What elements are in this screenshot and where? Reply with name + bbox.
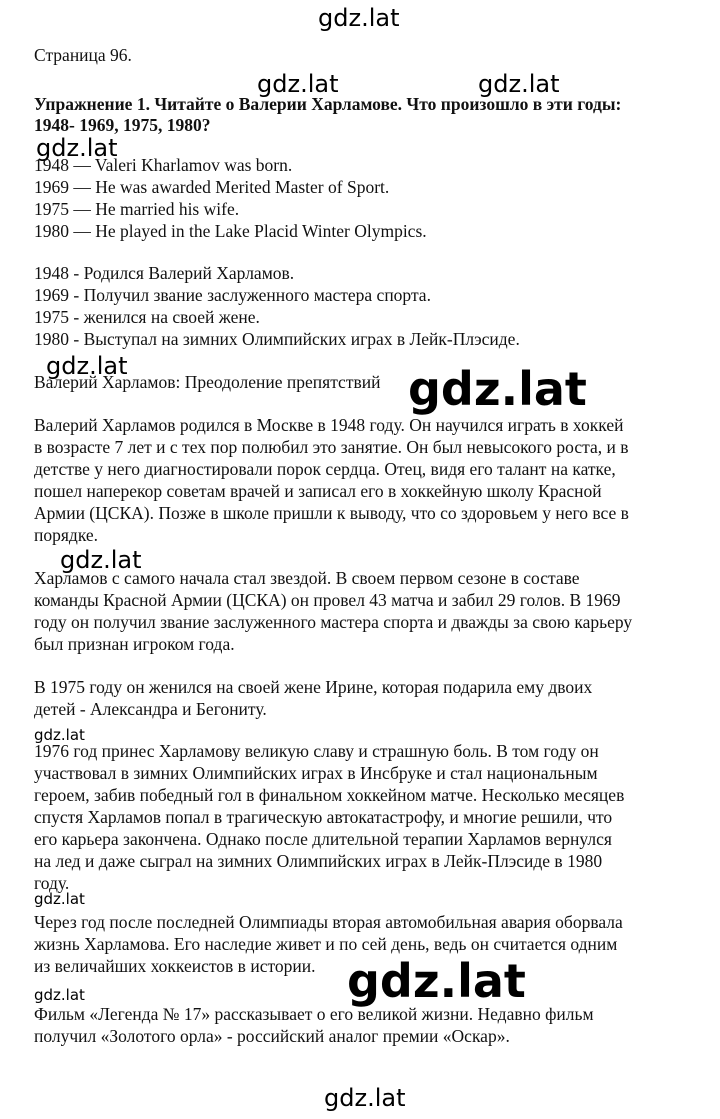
paragraph-line: был признан игроком года. [34,634,235,654]
paragraph-line: В 1975 году он женился на своей жене Ирине, которая подарила ему двоих [34,677,593,697]
watermark: gdz.lat [257,70,339,98]
exercise-title: Упражнение 1. Читайте о Валерии Харламове. Что произошло в эти годы: [34,94,622,114]
russian-timeline-item: 1975 - женился на своей жене. [34,307,260,327]
paragraph-line: участвовал в зимних Олимпийских играх в Инсбруке и стал национальным [34,763,598,783]
paragraph-line: Фильм «Легенда № 17» рассказывает о его великой жизни. Недавно фильм [34,1004,594,1024]
paragraph-line: команды Красной Армии (ЦСКА) он провел 43 матча и забил 29 голов. В 1969 [34,590,621,610]
paragraph-line: из величайших хоккеистов в истории. [34,956,316,976]
paragraph-line: пошел наперекор советам врачей и записал его в хоккейную школу Красной [34,481,602,501]
watermark: gdz.lat [60,546,142,574]
paragraph-line: его карьера закончена. Однако после длительной терапии Харламов вернулся [34,829,612,849]
article-title: Валерий Харламов: Преодоление препятствий [34,372,381,392]
paragraph-line: порядке. [34,525,99,545]
watermark: gdz.lat [324,1084,406,1112]
english-timeline-item: 1975 — He married his wife. [34,199,240,219]
russian-timeline-item: 1948 - Родился Валерий Харламов. [34,263,295,283]
watermark: gdz.lat [478,70,560,98]
watermark: gdz.lat [36,134,118,162]
watermark: gdz.lat [34,890,85,908]
paragraph-line: Валерий Харламов родился в Москве в 1948 году. Он научился играть в хоккей [34,415,624,435]
page-label: Страница 96. [34,45,132,65]
english-timeline-item: 1948 — Valeri Kharlamov was born. [34,155,293,175]
paragraph-line: детстве у него диагностировали порок сердца. Отец, видя его талант на катке, [34,459,616,479]
russian-timeline-item: 1969 - Получил звание заслуженного мастера спорта. [34,285,431,305]
paragraph-line: Харламов с самого начала стал звездой. В своем первом сезоне в составе [34,568,580,588]
paragraph-line: 1976 год принес Харламову великую славу и страшную боль. В том году он [34,741,599,761]
exercise-title-line2: 1948- 1969, 1975, 1980? [34,115,211,135]
paragraph-line: Через год после последней Олимпиады вторая автомобильная авария оборвала [34,912,623,932]
watermark-large: gdz.lat [408,362,587,416]
paragraph-line: году. [34,873,70,893]
watermark: gdz.lat [34,986,85,1004]
paragraph-line: в возрасте 7 лет и с тех пор полюбил это занятие. Он был невысокого роста, и в [34,437,629,457]
paragraph-line: году он получил звание заслуженного мастера спорта и дважды за свою карьеру [34,612,633,632]
watermark: gdz.lat [34,726,85,744]
paragraph-line: спустя Харламов попал в трагическую автокатастрофу, и многие решили, что [34,807,613,827]
paragraph-line: на лед и даже сыграл на зимних Олимпийских играх в Лейк-Плэсиде в 1980 [34,851,603,871]
watermark-large: gdz.lat [347,954,526,1008]
english-timeline-item: 1980 — He played in the Lake Placid Winter Olympics. [34,221,427,241]
watermark: gdz.lat [46,352,128,380]
paragraph-line: Армии (ЦСКА). Позже в школе пришли к выводу, что со здоровьем у него все в [34,503,629,523]
russian-timeline-item: 1980 - Выступал на зимних Олимпийских играх в Лейк-Плэсиде. [34,329,520,349]
paragraph-line: получил «Золотого орла» - российский аналог премии «Оскар». [34,1026,510,1046]
english-timeline-item: 1969 — He was awarded Merited Master of Sport. [34,177,390,197]
paragraph-line: жизнь Харламова. Его наследие живет и по сей день, ведь он считается одним [34,934,618,954]
paragraph-line: детей - Александра и Бегониту. [34,699,267,719]
paragraph-line: героем, забив победный гол в финальном хоккейном матче. Несколько месяцев [34,785,625,805]
watermark: gdz.lat [318,4,400,32]
